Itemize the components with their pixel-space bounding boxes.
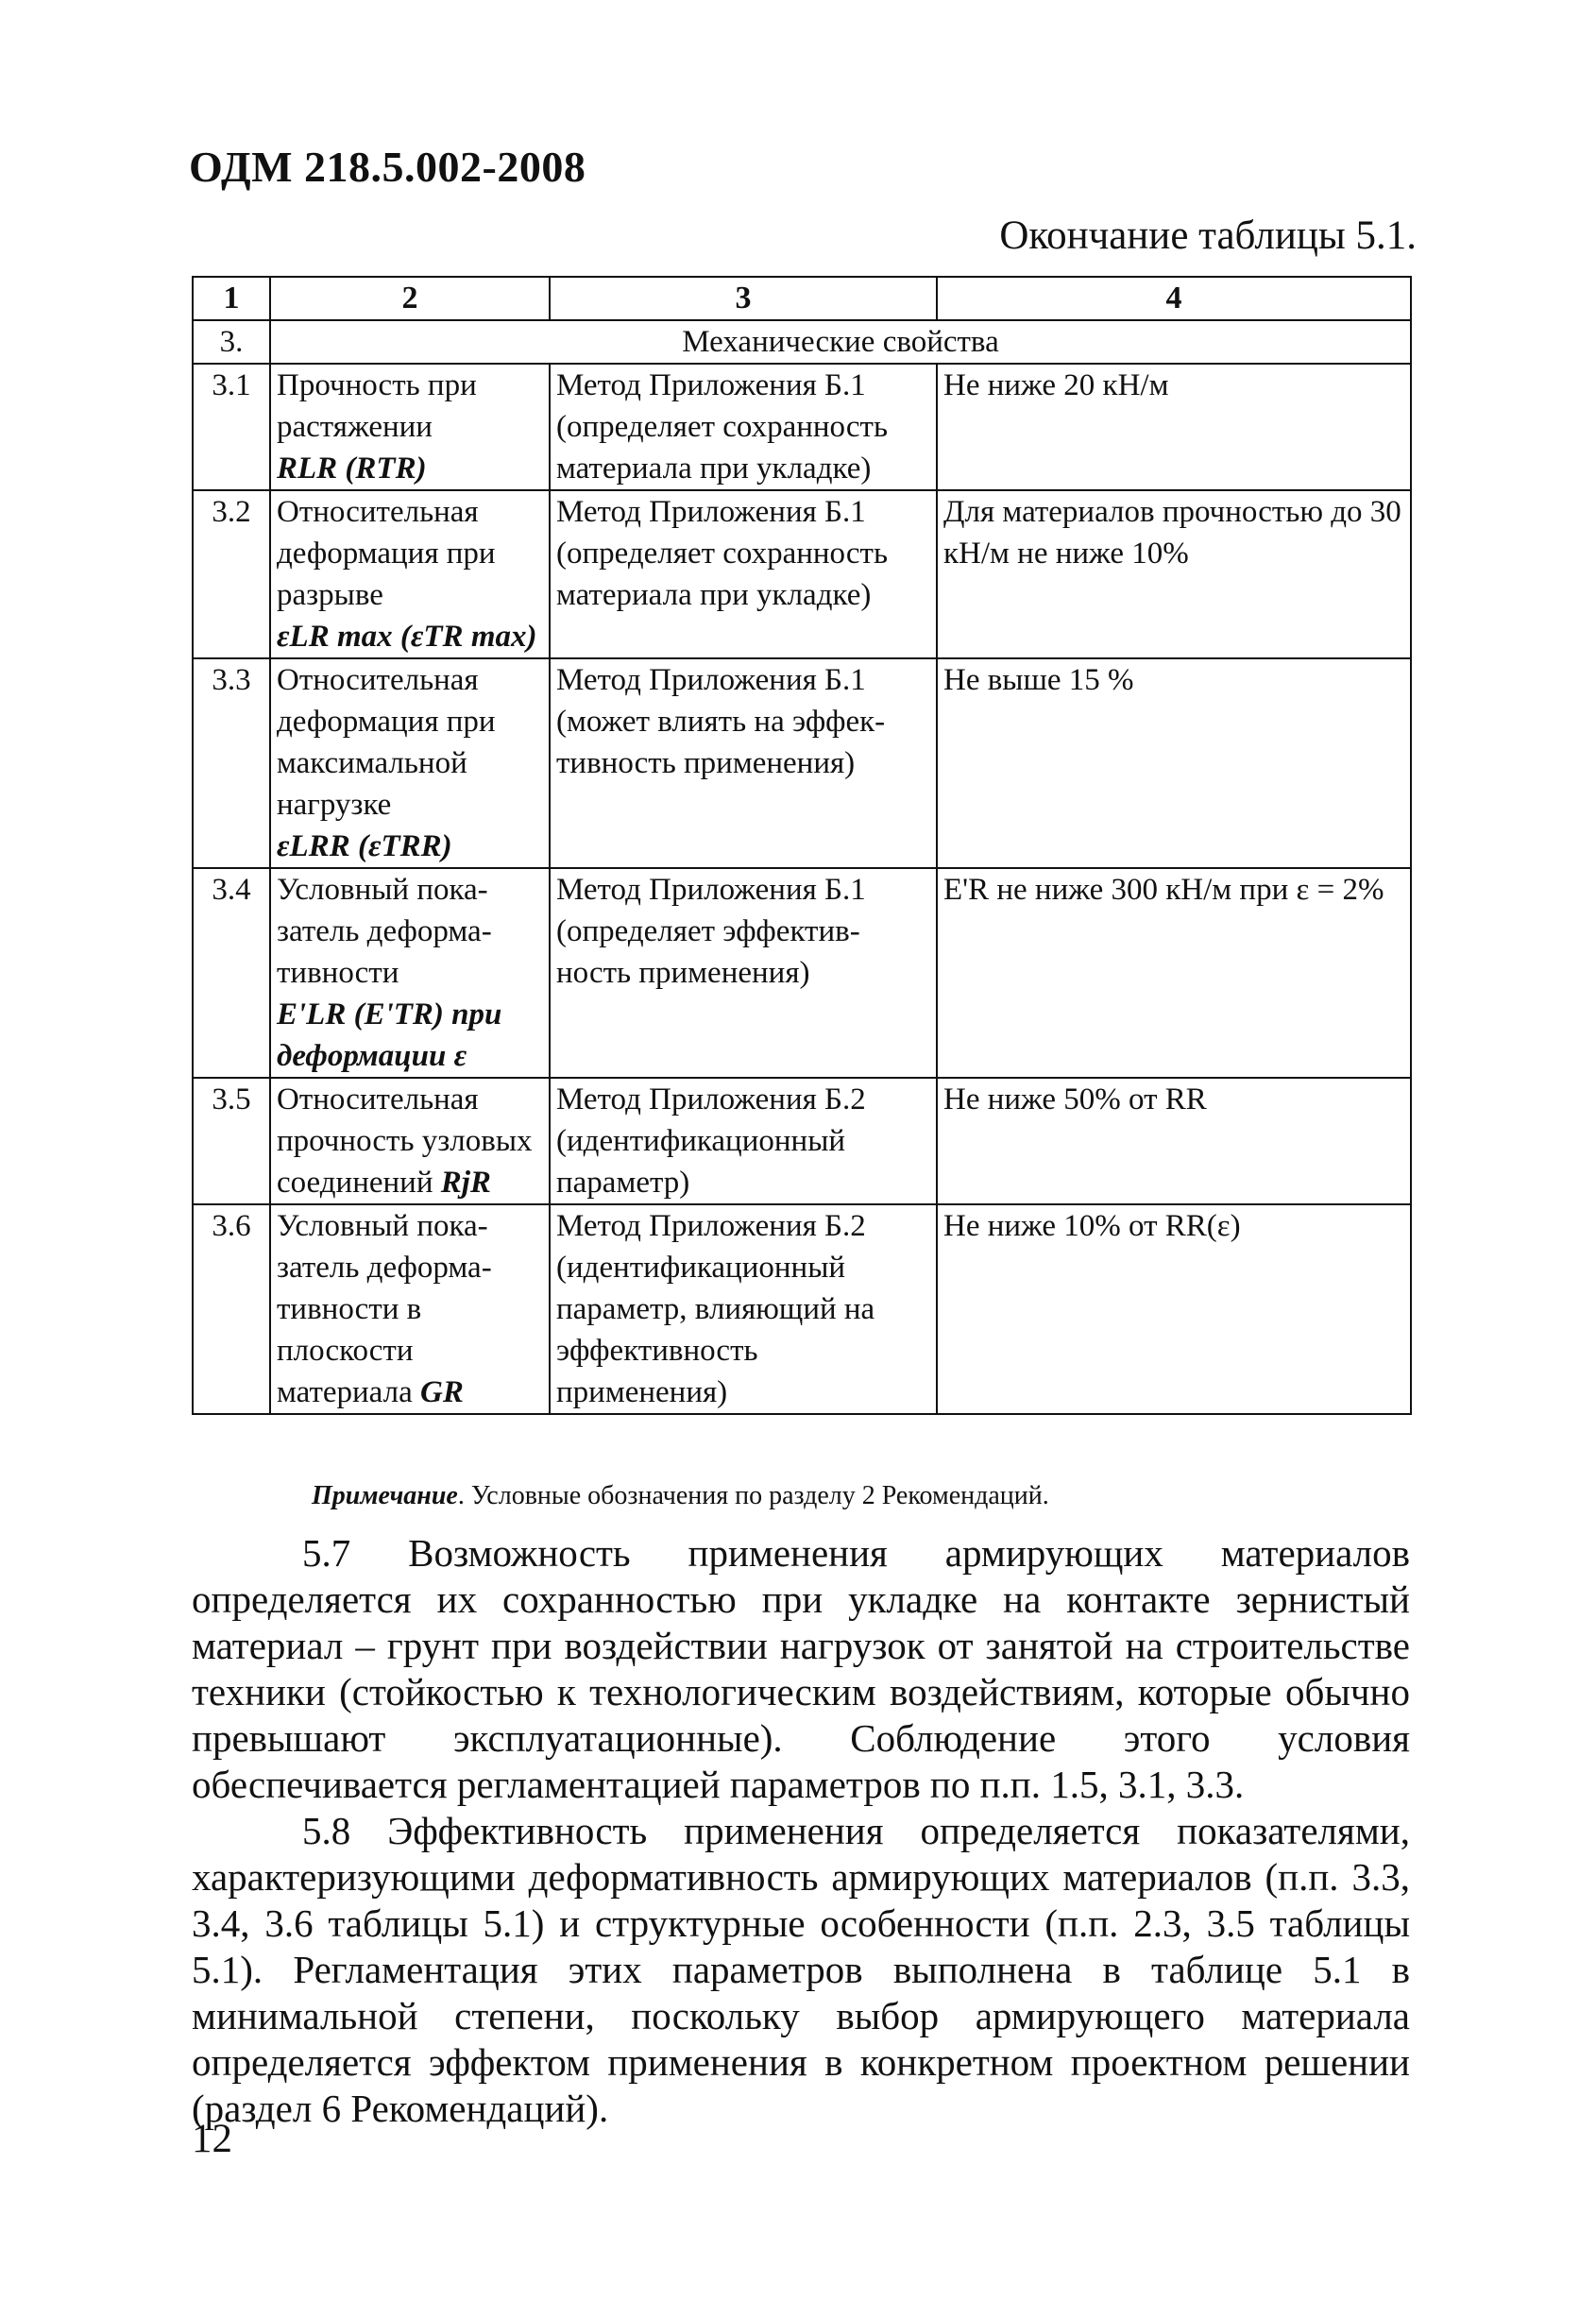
parameter-name: Условный пока-затель деформа-тивности	[277, 873, 492, 990]
parameter-symbol: E'LR (E'TR) при деформации ε	[277, 997, 502, 1073]
table-row	[193, 868, 1411, 1078]
table-row	[193, 1204, 1411, 1414]
row-requirement: Не выше 15 %	[937, 658, 1411, 868]
parameter-symbol: εLRR (εTRR)	[277, 829, 452, 863]
parameter-name: Относительная прочность узловых соединений	[277, 1082, 533, 1200]
paragraph-5-7: 5.7 Возможность применения армирующих материалов определяется их сохранностью при укладке на контакте зернистый материал – грунт при воздействии нагрузок от занятой на строительстве техники (стойкостью к технологическим воздействиям, которые обычно превышают эксплуатационные). Соблюдение этого условия обеспечивается регламентацией параметров по п.п. 1.5, 3.1, 3.3.	[192, 1531, 1410, 1806]
document-code: ОДМ 218.5.002-2008	[189, 143, 586, 191]
note-label: Примечание	[312, 1481, 458, 1510]
row-number: 3.2	[193, 490, 270, 658]
paragraph-5-8: 5.8 Эффективность применения определяется показателями, характеризующими деформативность армирующих материалов (п.п. 3.3, 3.4, 3.6 таблицы 5.1) и структурные особенности (п.п. 2.3, 3.5 таблицы 5.1). Регламентация этих параметров выполнена в таблице 5.1 в минимальной степени, поскольку выбор армирующего материала определяется эффектом применения в конкретном проектном решении (раздел 6 Рекомендаций).	[192, 1809, 1410, 2130]
row-method: Метод Приложения Б.1 (определяет сохранность материала при укладке)	[550, 364, 937, 490]
row-requirement: Не ниже 50% от RR	[937, 1078, 1411, 1204]
column-header-2: 2	[270, 277, 550, 320]
properties-table	[192, 276, 1412, 1415]
row-method: Метод Приложения Б.2 (идентификационный параметр)	[550, 1078, 937, 1204]
row-parameter	[270, 1204, 550, 1414]
page-number: 12	[192, 2117, 232, 2161]
parameter-symbol: RjR	[440, 1166, 491, 1200]
section-number: 3.	[193, 320, 270, 364]
table-row	[193, 1078, 1411, 1204]
row-number: 3.6	[193, 1204, 270, 1414]
parameter-name: Условный пока-затель деформа-тивности в плоскости материала	[277, 1209, 492, 1409]
parameter-symbol: RLR (RTR)	[277, 452, 427, 486]
row-requirement: E'R не ниже 300 кН/м при ε = 2%	[937, 868, 1411, 1078]
section-title: Механические свойства	[270, 320, 1411, 364]
row-method: Метод Приложения Б.2 (идентификационный параметр, влияющий на эффективность применения)	[550, 1204, 937, 1414]
table-row	[193, 364, 1411, 490]
row-requirement: Не ниже 10% от RR(ε)	[937, 1204, 1411, 1414]
parameter-symbol: GR	[419, 1375, 464, 1409]
parameter-name: Относительная деформация при разрыве	[277, 495, 496, 612]
row-number: 3.1	[193, 364, 270, 490]
column-header-1: 1	[193, 277, 270, 320]
parameter-name: Прочность при растяжении	[277, 368, 477, 444]
row-parameter	[270, 658, 550, 868]
column-header-3: 3	[550, 277, 937, 320]
parameter-symbol: εLR max (εTR max)	[277, 620, 537, 654]
row-number: 3.4	[193, 868, 270, 1078]
table-note	[312, 1481, 1049, 1511]
row-requirement: Не ниже 20 кН/м	[937, 364, 1411, 490]
row-requirement: Для материалов прочностью до 30 кН/м не ниже 10%	[937, 490, 1411, 658]
row-number: 3.5	[193, 1078, 270, 1204]
row-method: Метод Приложения Б.1 (определяет эффектив-ность применения)	[550, 868, 937, 1078]
row-number: 3.3	[193, 658, 270, 868]
row-method: Метод Приложения Б.1 (определяет сохранность материала при укладке)	[550, 490, 937, 658]
table-row	[193, 658, 1411, 868]
row-parameter	[270, 490, 550, 658]
row-method: Метод Приложения Б.1 (может влиять на эффек-тивность применения)	[550, 658, 937, 868]
section-row	[193, 320, 1411, 364]
row-parameter	[270, 868, 550, 1078]
row-parameter	[270, 364, 550, 490]
table-header-row	[193, 277, 1411, 320]
body-text	[192, 1530, 1410, 2132]
parameter-name: Относительная деформация при максимальной нагрузке	[277, 663, 496, 822]
table-row	[193, 490, 1411, 658]
column-header-4: 4	[937, 277, 1411, 320]
row-parameter	[270, 1078, 550, 1204]
note-text: . Условные обозначения по разделу 2 Рекомендаций.	[457, 1481, 1049, 1510]
table-caption: Окончание таблицы 5.1.	[999, 213, 1417, 258]
